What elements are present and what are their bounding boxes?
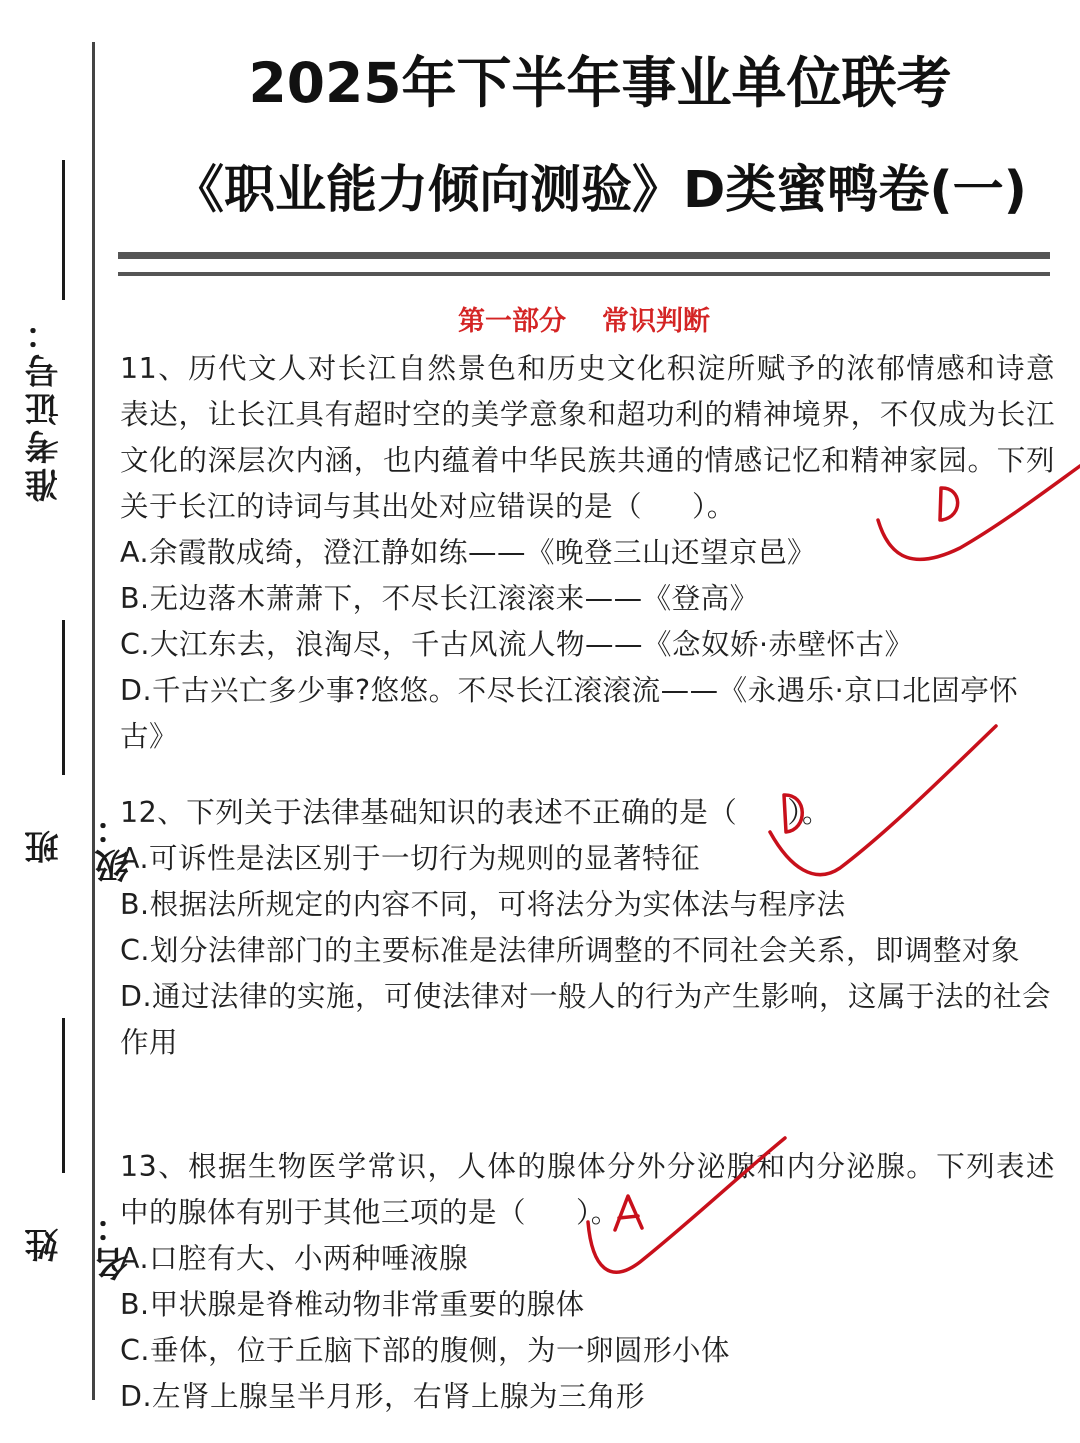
option-b: B.甲状腺是脊椎动物非常重要的腺体: [120, 1288, 585, 1321]
binding-margin-rule: [92, 42, 95, 1400]
section-heading: [118, 302, 1050, 342]
class-label: 班级：: [25, 807, 135, 883]
title-divider-thin: [118, 272, 1050, 276]
question-stem: 12、下列关于法律基础知识的表述不正确的是（ ）。: [120, 796, 832, 829]
option-c: C.垂体，位于丘脑下部的腹侧，为一卵圆形小体: [120, 1334, 730, 1367]
name-write-line[interactable]: [62, 1018, 65, 1173]
section-name: 常识判断: [602, 306, 710, 337]
option-a: A.口腔有大、小两种唾液腺: [120, 1242, 469, 1275]
option-d: D.通过法律的实施，可使法律对一般人的行为产生影响，这属于法的社会作用: [120, 980, 1052, 1059]
option-b: B.根据法所规定的内容不同，可将法分为实体法与程序法: [120, 888, 846, 921]
option-a: A.可诉性是法区别于一切行为规则的显著特征: [120, 842, 701, 875]
section-part: 第一部分: [458, 306, 566, 337]
question-stem: 11、历代文人对长江自然景色和历史文化积淀所赋予的浓郁情感和诗意表达，让长江具有超时空的美学意象和超功利的精神境界，不仅成为长江文化的深层次内涵，也内蕴着中华民族共通的情感记忆和精神家园。下列关于长江的诗词与其出处对应错误的是（ ）。: [120, 352, 1055, 523]
page-title-line1: 2025年下半年事业单位联考: [248, 51, 952, 115]
page-title-line2: 《职业能力倾向测验》D类蜜鸭卷(一): [173, 161, 1027, 220]
class-write-line[interactable]: [62, 620, 65, 775]
exam-id-write-line[interactable]: [62, 160, 65, 300]
question-12: [120, 790, 1055, 1066]
option-b: B.无边落木萧萧下，不尽长江滚滚来——《登高》: [120, 582, 759, 615]
question-11: [120, 346, 1055, 760]
question-stem: 13、根据生物医学常识，人体的腺体分外分泌腺和内分泌腺。下列表述中的腺体有别于其他三项的是（ ）。: [120, 1150, 1055, 1229]
exam-id-label: 准考证号：: [25, 312, 65, 502]
question-13: [120, 1144, 1055, 1420]
option-d: D.左肾上腺呈半月形，右肾上腺为三角形: [120, 1380, 646, 1413]
option-c: C.划分法律部门的主要标准是法律所调整的不同社会关系，即调整对象: [120, 934, 1020, 967]
name-label: 姓名：: [25, 1205, 135, 1281]
option-c: C.大江东去，浪淘尽，千古风流人物——《念奴娇·赤壁怀古》: [120, 628, 914, 661]
option-d: D.千古兴亡多少事?悠悠。不尽长江滚滚流——《永遇乐·京口北固亭怀古》: [120, 674, 1019, 753]
option-a: A.余霞散成绮，澄江静如练——《晚登三山还望京邑》: [120, 536, 817, 569]
title-divider-thick: [118, 252, 1050, 259]
